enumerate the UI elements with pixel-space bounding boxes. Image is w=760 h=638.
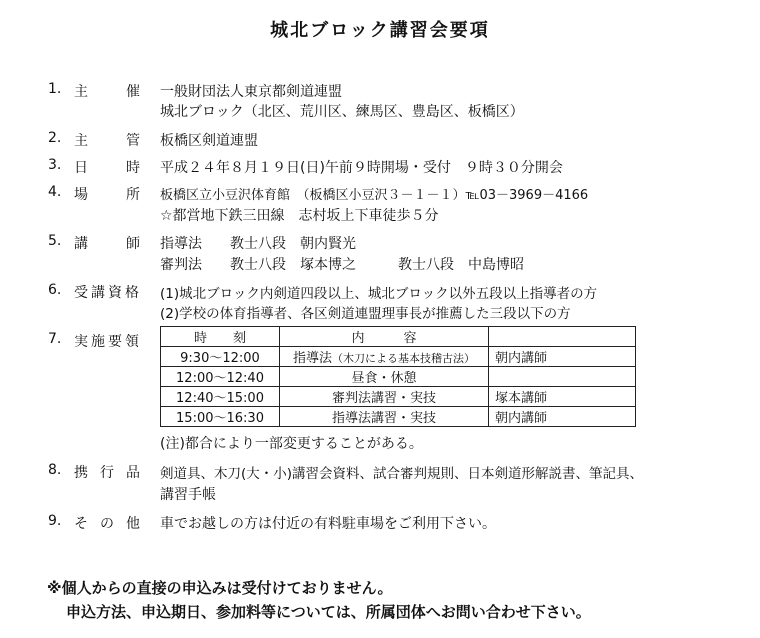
time-cell: 9:30～12:00 — [161, 347, 280, 367]
item-label: 管 — [126, 133, 140, 149]
item-label: の — [100, 516, 114, 532]
item-line: 講習手帳 — [160, 487, 216, 503]
item-label: 行 — [100, 465, 114, 481]
item-number: 1. — [48, 81, 62, 97]
item-label: 品 — [126, 465, 140, 481]
item-label: 時 — [126, 160, 140, 176]
content-cell: 昼食・休憩 — [280, 367, 489, 387]
item-line: 板橋区立小豆沢体育館 （板橋区小豆沢３－１－１）℡03－3969－4166 — [160, 188, 589, 203]
instructor-cell: 塚本講師 — [489, 387, 636, 407]
content-text: 指導法 — [292, 351, 332, 366]
item-line: 審判法 教士八段 塚本博之 教士八段 中島博昭 — [160, 257, 524, 273]
item-label: そ — [74, 516, 88, 532]
content-cell: 審判法講習・実技 — [280, 387, 489, 407]
instructor-cell: 朝内講師 — [489, 347, 636, 367]
item-label: 所 — [126, 187, 140, 203]
item-label: 実施要領 — [74, 334, 142, 350]
column-header-time: 時 刻 — [161, 327, 280, 347]
schedule-table — [160, 326, 636, 427]
item-line: 指導法 教士八段 朝内賢光 — [160, 236, 356, 252]
table-header-row — [161, 327, 636, 347]
item-line: 一般財団法人東京都剣道連盟 — [160, 84, 342, 100]
table-row — [161, 407, 636, 427]
column-header-content: 内 容 — [280, 327, 489, 347]
time-cell: 12:40～15:00 — [161, 387, 280, 407]
item-label: 場 — [74, 187, 88, 203]
item-number: 5. — [48, 233, 62, 249]
item-line: (2)学校の体育指導者、各区剣道連盟理事長が推薦した三段以下の方 — [160, 306, 571, 322]
item-line: 車でお越しの方は付近の有料駐車場をご利用下さい。 — [160, 516, 496, 532]
notice-line: ※個人からの直接の申込みは受付けておりません。 — [47, 579, 393, 597]
item-line: 剣道具、木刀(大・小)講習会資料、試合審判規則、日本剣道形解説書、筆記具、 — [160, 466, 644, 482]
table-row — [161, 387, 636, 407]
table-row — [161, 367, 636, 387]
item-line: 平成２４年８月１９日(日)午前９時開場・受付 ９時３０分開会 — [160, 160, 563, 176]
page-title: 城北ブロック講習会要項 — [270, 20, 490, 41]
item-line: ☆都営地下鉄三田線 志村坂上下車徒歩５分 — [160, 208, 439, 224]
item-label: 師 — [126, 236, 140, 252]
item-number: 6. — [48, 282, 62, 298]
item-line: 板橋区剣道連盟 — [160, 133, 258, 149]
instructor-cell — [489, 367, 636, 387]
item-label: 催 — [126, 84, 140, 100]
item-number: 3. — [48, 157, 62, 173]
item-label: 講 — [74, 236, 88, 252]
item-number: 4. — [48, 184, 62, 200]
item-number: 7. — [48, 331, 62, 347]
instructor-cell: 朝内講師 — [489, 407, 636, 427]
item-number: 9. — [48, 513, 62, 529]
item-label: 携 — [74, 465, 88, 481]
item-label: 主 — [74, 84, 88, 100]
item-label: 日 — [74, 160, 88, 176]
column-header-instructor — [489, 327, 636, 347]
notice-line: 申込方法、申込期日、参加料等については、所属団体へお問い合わせ下さい。 — [66, 603, 591, 621]
item-label: 他 — [126, 516, 140, 532]
time-cell: 15:00～16:30 — [161, 407, 280, 427]
content-note: （木刀による基本技稽古法） — [332, 352, 475, 365]
item-line: (1)城北ブロック内剣道四段以上、城北ブロック以外五段以上指導者の方 — [160, 286, 598, 302]
item-line: 城北ブロック（北区、荒川区、練馬区、豊島区、板橋区） — [160, 104, 524, 120]
time-cell: 12:00～12:40 — [161, 367, 280, 387]
item-label: 受講資格 — [74, 285, 142, 301]
item-number: 2. — [48, 130, 62, 146]
content-cell — [280, 347, 489, 367]
item-label: 主 — [74, 133, 88, 149]
content-cell: 指導法講習・実技 — [280, 407, 489, 427]
table-row — [161, 347, 636, 367]
item-number: 8. — [48, 462, 62, 478]
schedule-remark: (注)都合により一部変更することがある。 — [160, 436, 423, 452]
